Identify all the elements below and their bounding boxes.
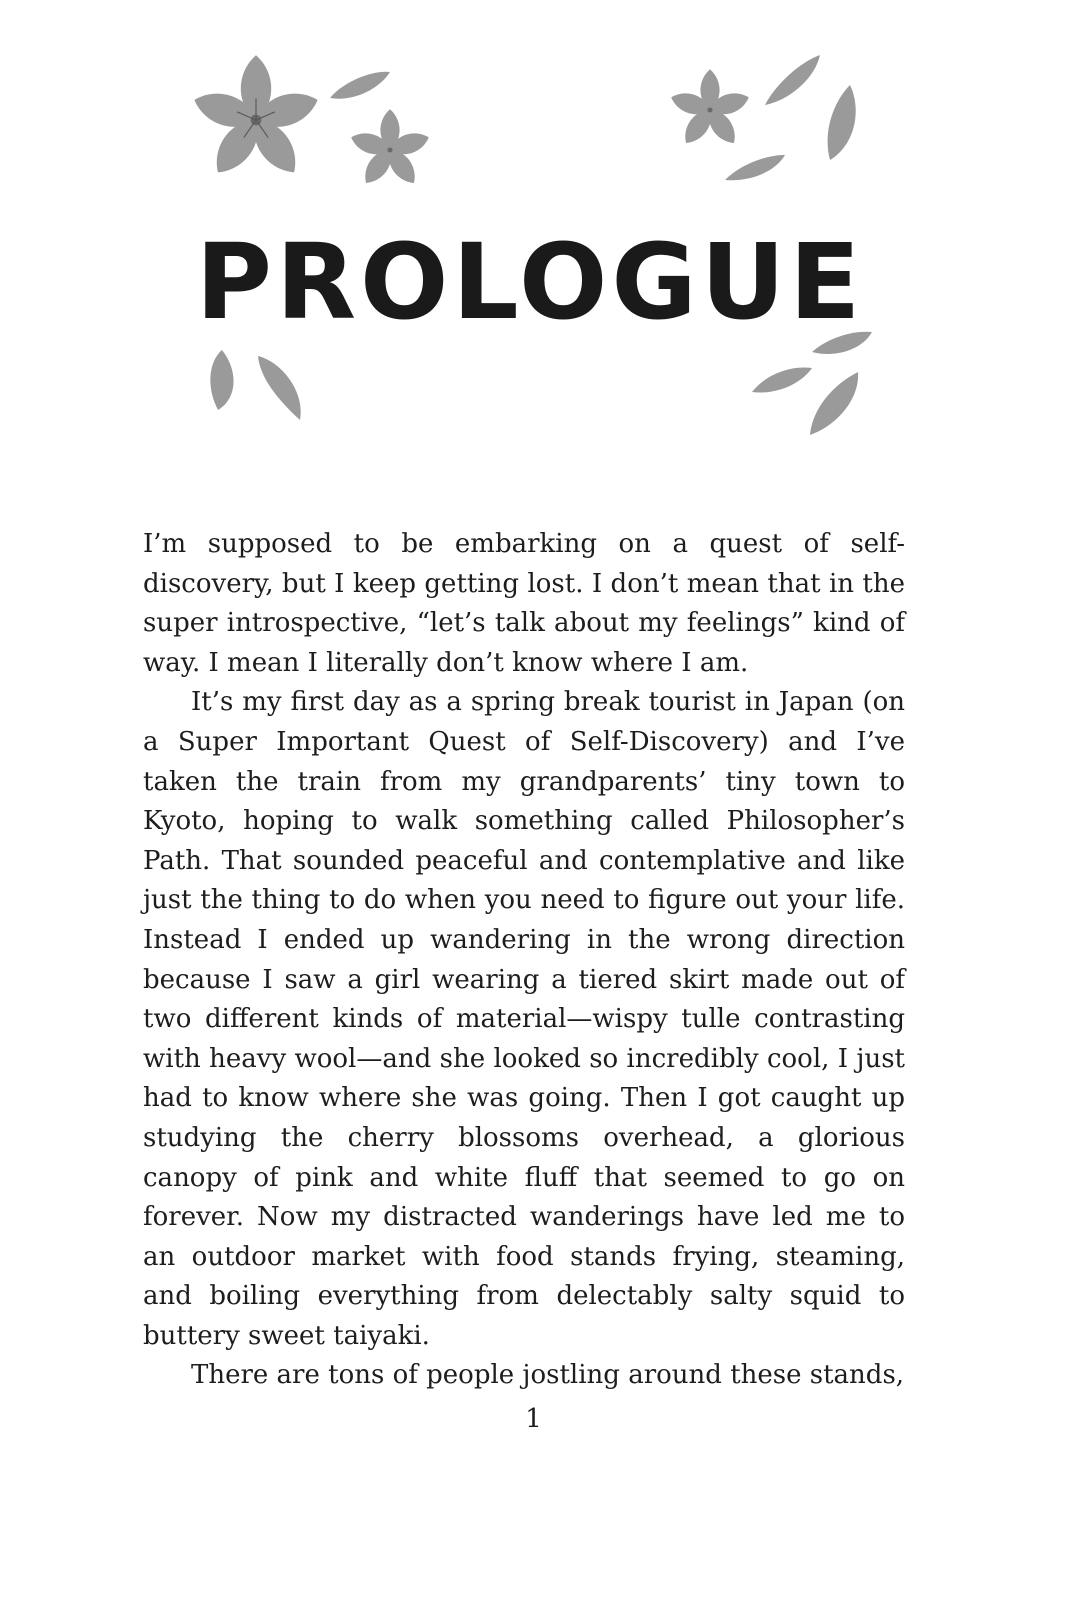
flower-top-right-icon (668, 69, 752, 148)
petal-bottom-right-3-icon (810, 372, 858, 435)
chapter-body (143, 525, 905, 1396)
petal-top-right-2-icon (828, 85, 856, 160)
petal-top-right-3-icon (725, 155, 785, 180)
chapter-header-illustration (0, 0, 1067, 470)
petal-bottom-left-2-icon (258, 356, 301, 420)
petal-top-left-icon (330, 72, 390, 99)
paragraph: It’s my first day as a spring break tourist in Japan (on a Super Important Quest of Self-Discovery) and I’ve taken the train from my grandparents’ tiny town to Kyoto, hoping to walk something called Philosopher’s Path. That sounded peaceful and contemplative and like just the thing to do when you need to figure out your life. Instead I ended up wandering in the wrong direction because I saw a girl wearing a tiered skirt made out of two different kinds of material—wispy tulle contrasting with heavy wool—and she looked so incredibly cool, I just had to know where she was going. Then I got caught up studying the cherry blossoms overhead, a glorious canopy of pink and white fluff that seemed to go on forever. Now my distracted wanderings have led me to an outdoor market with food stands frying, steaming, and boiling everything from delectably salty squid to buttery sweet taiyaki. (143, 687, 905, 1351)
page-number: 1 (525, 1404, 542, 1434)
petal-top-right-1-icon (765, 55, 820, 105)
cherry-blossom-icon (0, 0, 1067, 470)
petal-bottom-right-2-icon (752, 367, 812, 392)
chapter-title: PROLOGUE (195, 221, 865, 343)
paragraph: I’m supposed to be embarking on a quest of self-discovery, but I keep getting lost. I don’t mean that in the super introspective, “let’s talk about my feelings” kind of way. I mean I literally don’t know where I am. (143, 529, 905, 678)
paragraph: There are tons of people jostling around these stands, (191, 1360, 905, 1391)
flower-small-left-icon (348, 109, 432, 188)
petal-bottom-left-1-icon (210, 350, 233, 410)
flower-top-left-icon (190, 55, 323, 181)
